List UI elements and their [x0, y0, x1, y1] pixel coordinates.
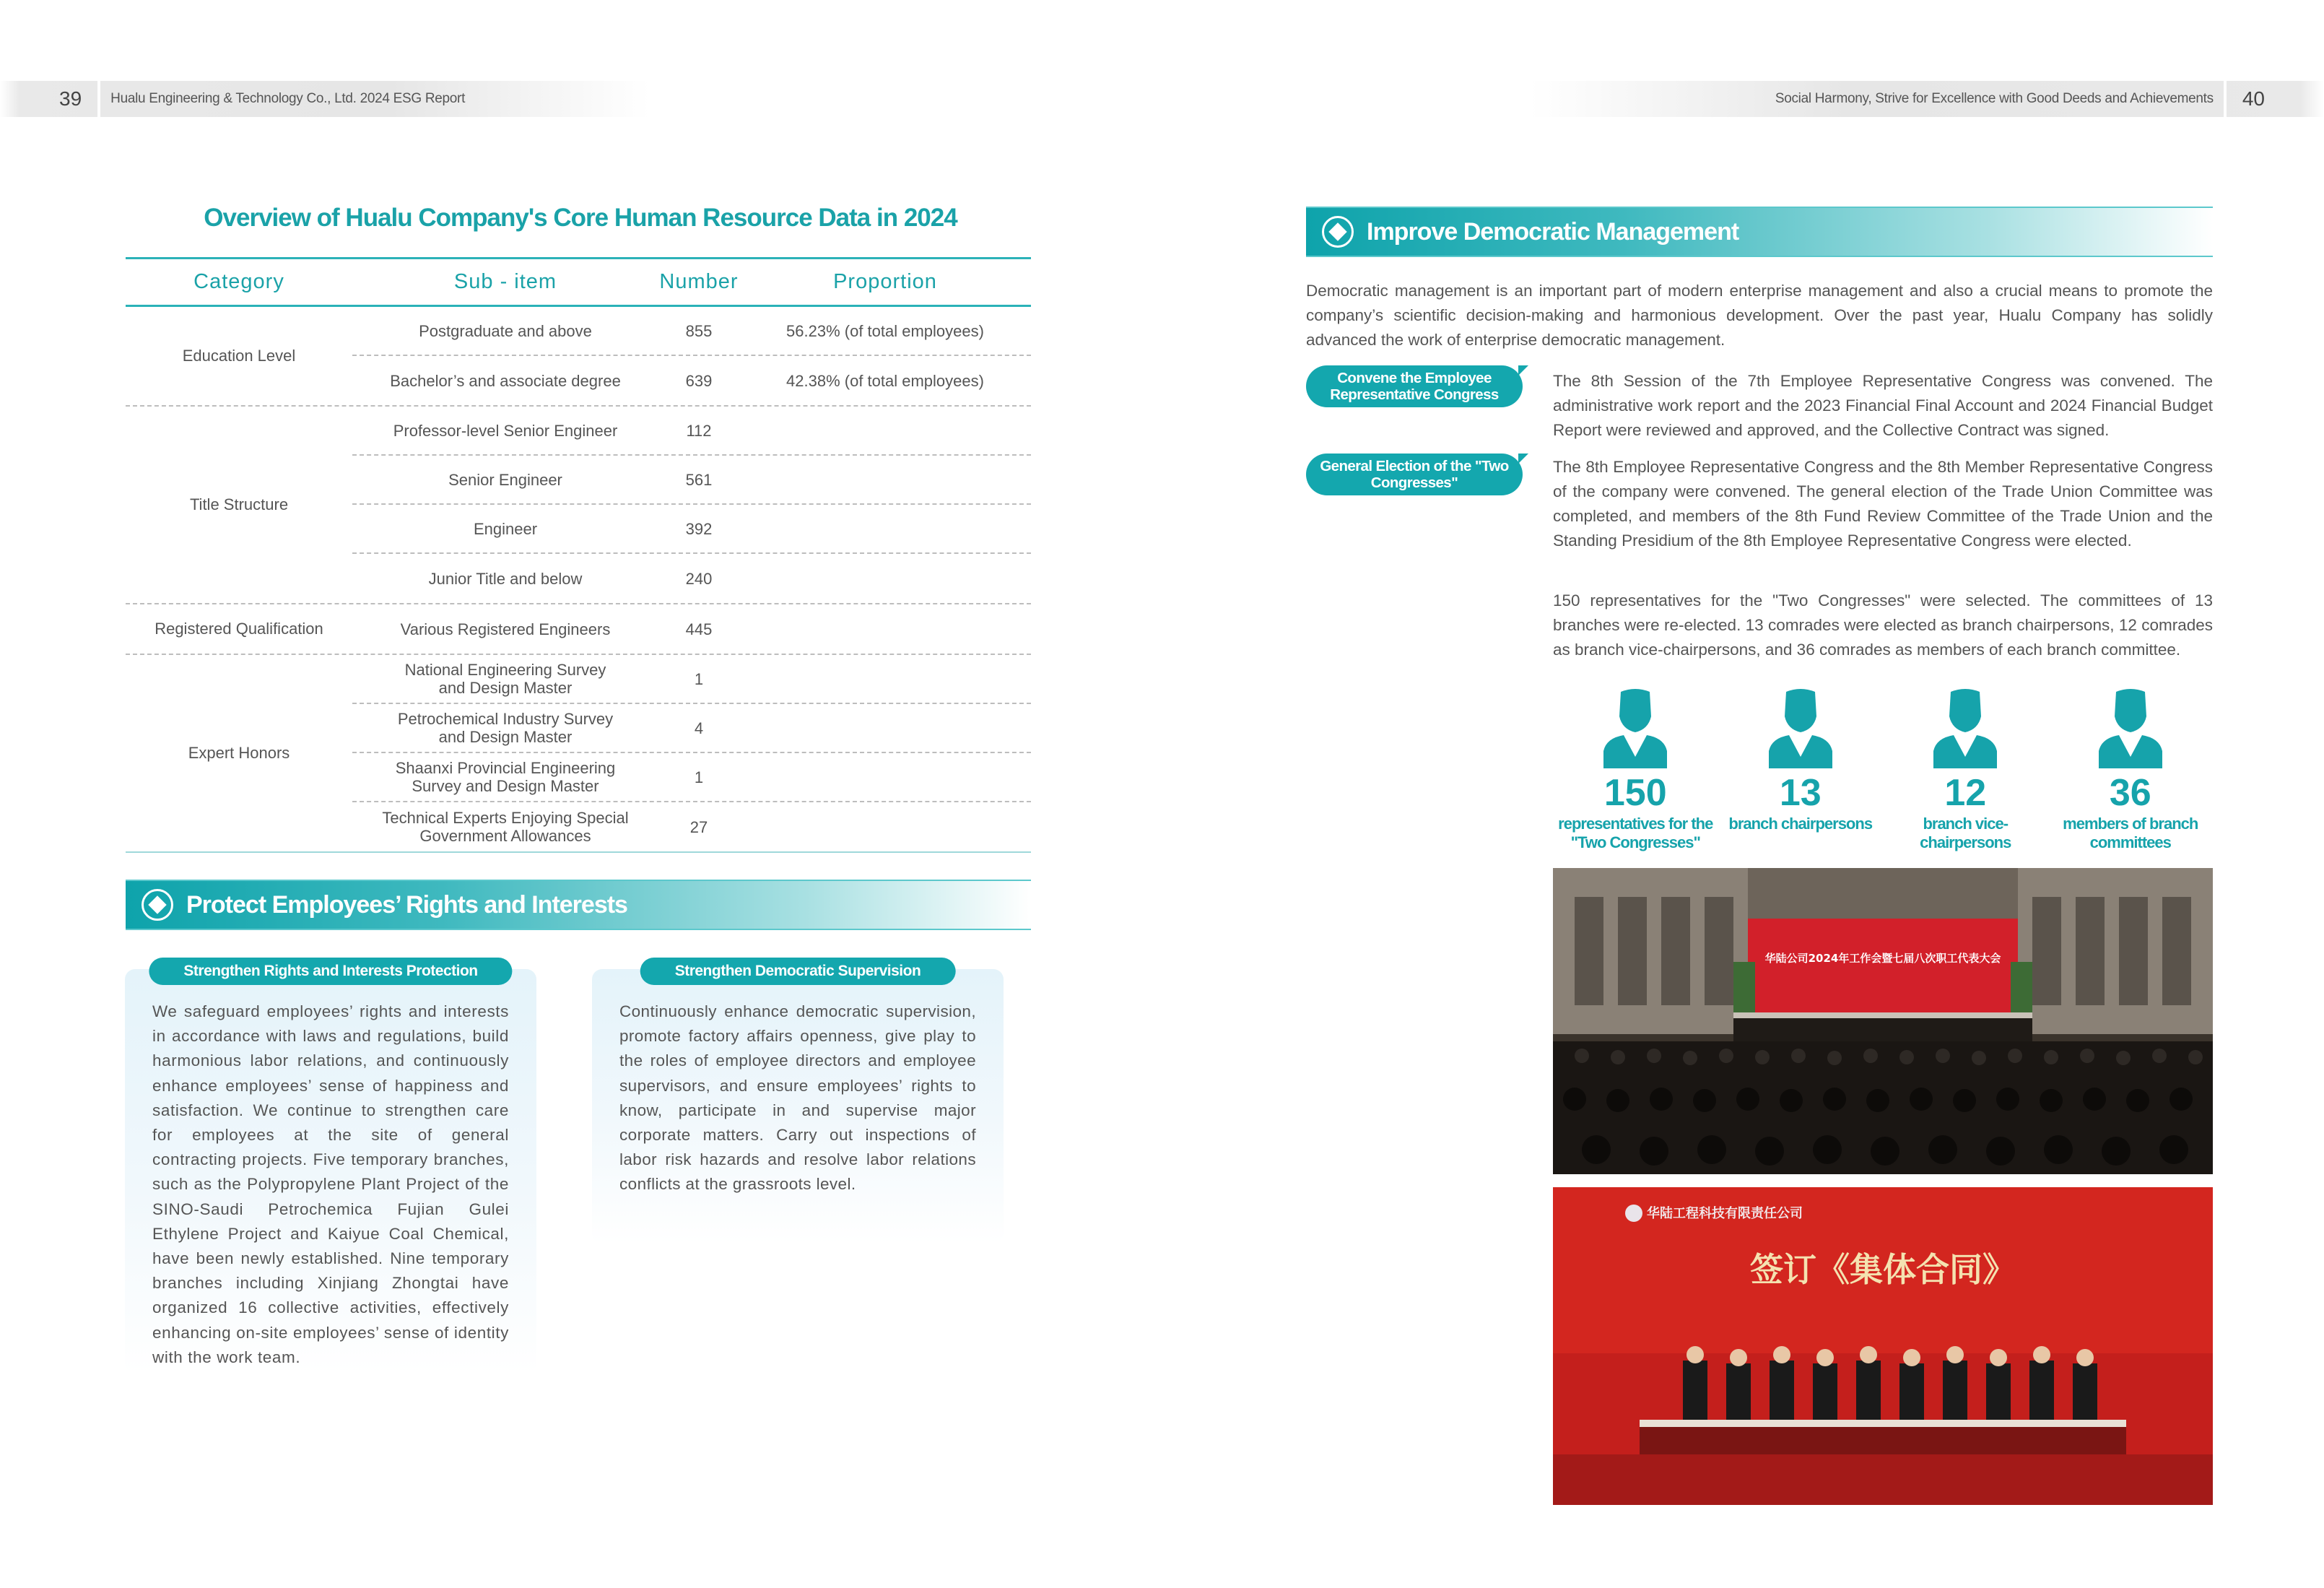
stat-number: 150 — [1603, 772, 1667, 814]
table-row — [352, 456, 1031, 505]
left-page-number: 39 — [59, 87, 82, 110]
table-group-expert-honors — [126, 655, 1031, 853]
election-label: General Election of the "Two Congresses" — [1306, 454, 1523, 495]
hr-table — [126, 257, 1031, 853]
cell-sub: Petrochemical Industry Survey and Design Master — [397, 710, 614, 746]
group-category: Expert Honors — [188, 744, 290, 762]
table-row — [352, 407, 1031, 456]
meeting-hall-image — [1553, 868, 2213, 1174]
democratic-intro: Democratic management is an important part of modern enterprise management and also a crucial means to promote the company’s scientific decision-making and harmonious development. Over the past year, Hualu Company has solidly advanced the work of enterprise democratic management. — [1306, 282, 2213, 349]
report-title: Hualu Engineering & Technology Co., Ltd. 2024 ESG Report — [110, 91, 466, 106]
header-proportion: Proportion — [833, 270, 937, 293]
cell-proportion: 42.38% (of total employees) — [786, 371, 984, 390]
cell-number: 392 — [685, 519, 713, 538]
cell-number: 27 — [689, 817, 708, 836]
person-icon — [1764, 687, 1837, 768]
signing-ceremony-image — [1553, 1187, 2213, 1505]
diamond-icon — [142, 889, 173, 921]
right-page-header — [1530, 81, 2324, 117]
democratic-management-banner — [1306, 207, 2213, 257]
contract-signing-photo — [1553, 1187, 2213, 1505]
stat-representatives — [1553, 687, 1718, 852]
democratic-supervision-text: Continuously enhance democratic supervision, promote factory affairs openness, give play to the roles of employee directors and employee supervisors, and ensure employees’ rights to know, participate in and supervise major corporate matters. Carry out inspections of labor risk hazards and resolve labor relations conflicts at the grassroots level. — [619, 1002, 976, 1194]
cell-number: 1 — [694, 669, 704, 688]
diamond-icon — [1322, 216, 1354, 248]
democratic-management-title: Improve Democratic Management — [1367, 217, 1739, 246]
stat-number: 36 — [2109, 772, 2151, 814]
person-icon — [1929, 687, 2001, 768]
cell-sub: Senior Engineer — [448, 470, 562, 489]
cell-sub: Engineer — [473, 519, 538, 538]
congress-text: The 8th Session of the 7th Employee Representative Congress was convened. The administrative work report and the 2023 Financial Final Account and 2024 Financial Budget Report were reviewed and approved, and the Collective Contract was signed. — [1553, 372, 2213, 439]
group-category: Registered Qualification — [155, 620, 323, 638]
right-page-number: 40 — [2242, 87, 2265, 110]
table-row — [352, 356, 1031, 405]
person-icon — [2094, 687, 2167, 768]
table-row — [352, 753, 1031, 802]
cell-number: 4 — [694, 719, 704, 737]
election-stats — [1553, 687, 2213, 852]
stat-vice-chairpersons — [1883, 687, 2048, 852]
stat-label: representatives for the "Two Congresses" — [1558, 815, 1713, 851]
table-row — [352, 704, 1031, 753]
protect-rights-title: Protect Employees’ Rights and Interests — [186, 890, 627, 919]
hr-table-header — [126, 259, 1031, 307]
table-row — [352, 505, 1031, 554]
cell-sub: Shaanxi Provincial Engineering Survey and Design Master — [395, 759, 616, 795]
table-group-title-structure — [126, 407, 1031, 604]
protect-rights-banner — [126, 880, 1031, 930]
cell-number: 112 — [686, 421, 712, 440]
representatives-text: 150 representatives for the "Two Congresses" were selected. The committees of 13 branches were re-elected. 13 comrades were elected as branch chairpersons, 12 comrades as branch vice-chairpersons, and 36 comrades as members of each branch committee. — [1553, 591, 2213, 659]
election-text: The 8th Employee Representative Congress and the 8th Member Representative Congress of the company were convened. The general election of the Trade Union Committee was completed, and members of the 8th Fund Review Committee of the Trade Union and the Standing Presidium of the 8th Employee Representative Congress were elected. — [1553, 458, 2213, 550]
table-row — [352, 554, 1031, 603]
rights-protection-label: Strengthen Rights and Interests Protection — [149, 958, 512, 985]
signing-banner-text: 签订《集体合同》 — [1750, 1250, 2016, 1289]
hall-banner-text: 华陆公司2024年工作会暨七届八次职工代表大会 — [1764, 952, 2001, 965]
cell-sub: Various Registered Engineers — [400, 620, 611, 638]
stat-number: 12 — [1944, 772, 1987, 814]
table-row — [352, 655, 1031, 704]
cell-sub: Bachelor’s and associate degree — [390, 371, 621, 390]
stat-label: branch chairpersons — [1728, 815, 1873, 833]
signing-company-logo-text: 华陆工程科技有限责任公司 — [1647, 1206, 1803, 1221]
cell-sub: Junior Title and below — [428, 569, 583, 588]
congress-label: Convene the Employee Representative Congress — [1306, 365, 1523, 407]
header-sub-item: Sub - item — [453, 270, 557, 293]
header-category: Category — [193, 270, 284, 293]
cell-proportion: 56.23% (of total employees) — [786, 321, 984, 340]
cell-sub: National Engineering Survey and Design Master — [404, 661, 606, 697]
table-group-registered — [126, 604, 1031, 655]
cell-sub: Postgraduate and above — [419, 321, 592, 340]
cell-sub: Professor-level Senior Engineer — [393, 421, 618, 440]
cell-sub: Technical Experts Enjoying Special Government Allowances — [382, 809, 629, 845]
left-page-header — [0, 81, 650, 117]
table-row — [352, 307, 1031, 356]
group-category: Title Structure — [189, 495, 289, 513]
congress-meeting-photo — [1553, 868, 2213, 1174]
cell-number: 240 — [685, 569, 713, 588]
header-number: Number — [659, 270, 739, 293]
person-icon — [1599, 687, 1671, 768]
cell-number: 1 — [694, 768, 704, 786]
rights-protection-card — [125, 963, 536, 1374]
cell-number: 561 — [685, 470, 713, 489]
cell-number: 855 — [685, 321, 713, 340]
cell-number: 445 — [685, 620, 713, 638]
stat-label: branch vice-chairpersons — [1920, 815, 2011, 851]
chapter-title: Social Harmony, Strive for Excellence with Good Deeds and Achievements — [1775, 91, 2214, 106]
group-category: Education Level — [182, 347, 296, 365]
hr-table-title: Overview of Hualu Company's Core Human Resource Data in 2024 — [204, 204, 957, 232]
stat-number: 13 — [1779, 772, 1822, 814]
table-row — [352, 802, 1031, 851]
democratic-supervision-label: Strengthen Democratic Supervision — [640, 958, 956, 985]
stat-committee-members — [2048, 687, 2214, 852]
stat-chairpersons — [1718, 687, 1884, 852]
stat-label: members of branch committees — [2063, 815, 2198, 851]
democratic-supervision-card — [592, 963, 1004, 1244]
table-group-education — [126, 307, 1031, 407]
table-row — [352, 604, 1031, 654]
rights-protection-text: We safeguard employees’ rights and interests in accordance with laws and regulations, build harmonious labor relations, and continuously enhance employees’ sense of happiness and satisfaction. We continue to strengthen care for employees at the site of general contracting projects. Five temporary branches, such as the Polypropylene Plant Project of the SINO-Saudi Petrochemica Fujian Gulei Ethylene Project and Kaiyue Coal Chemical, have been newly established. Nine temporary branches including Xinjiang Zhongtai have organized 16 collective activities, effectively enhancing on-site employees’ sense of identity with the work team. — [152, 1002, 509, 1366]
cell-number: 639 — [685, 371, 713, 390]
